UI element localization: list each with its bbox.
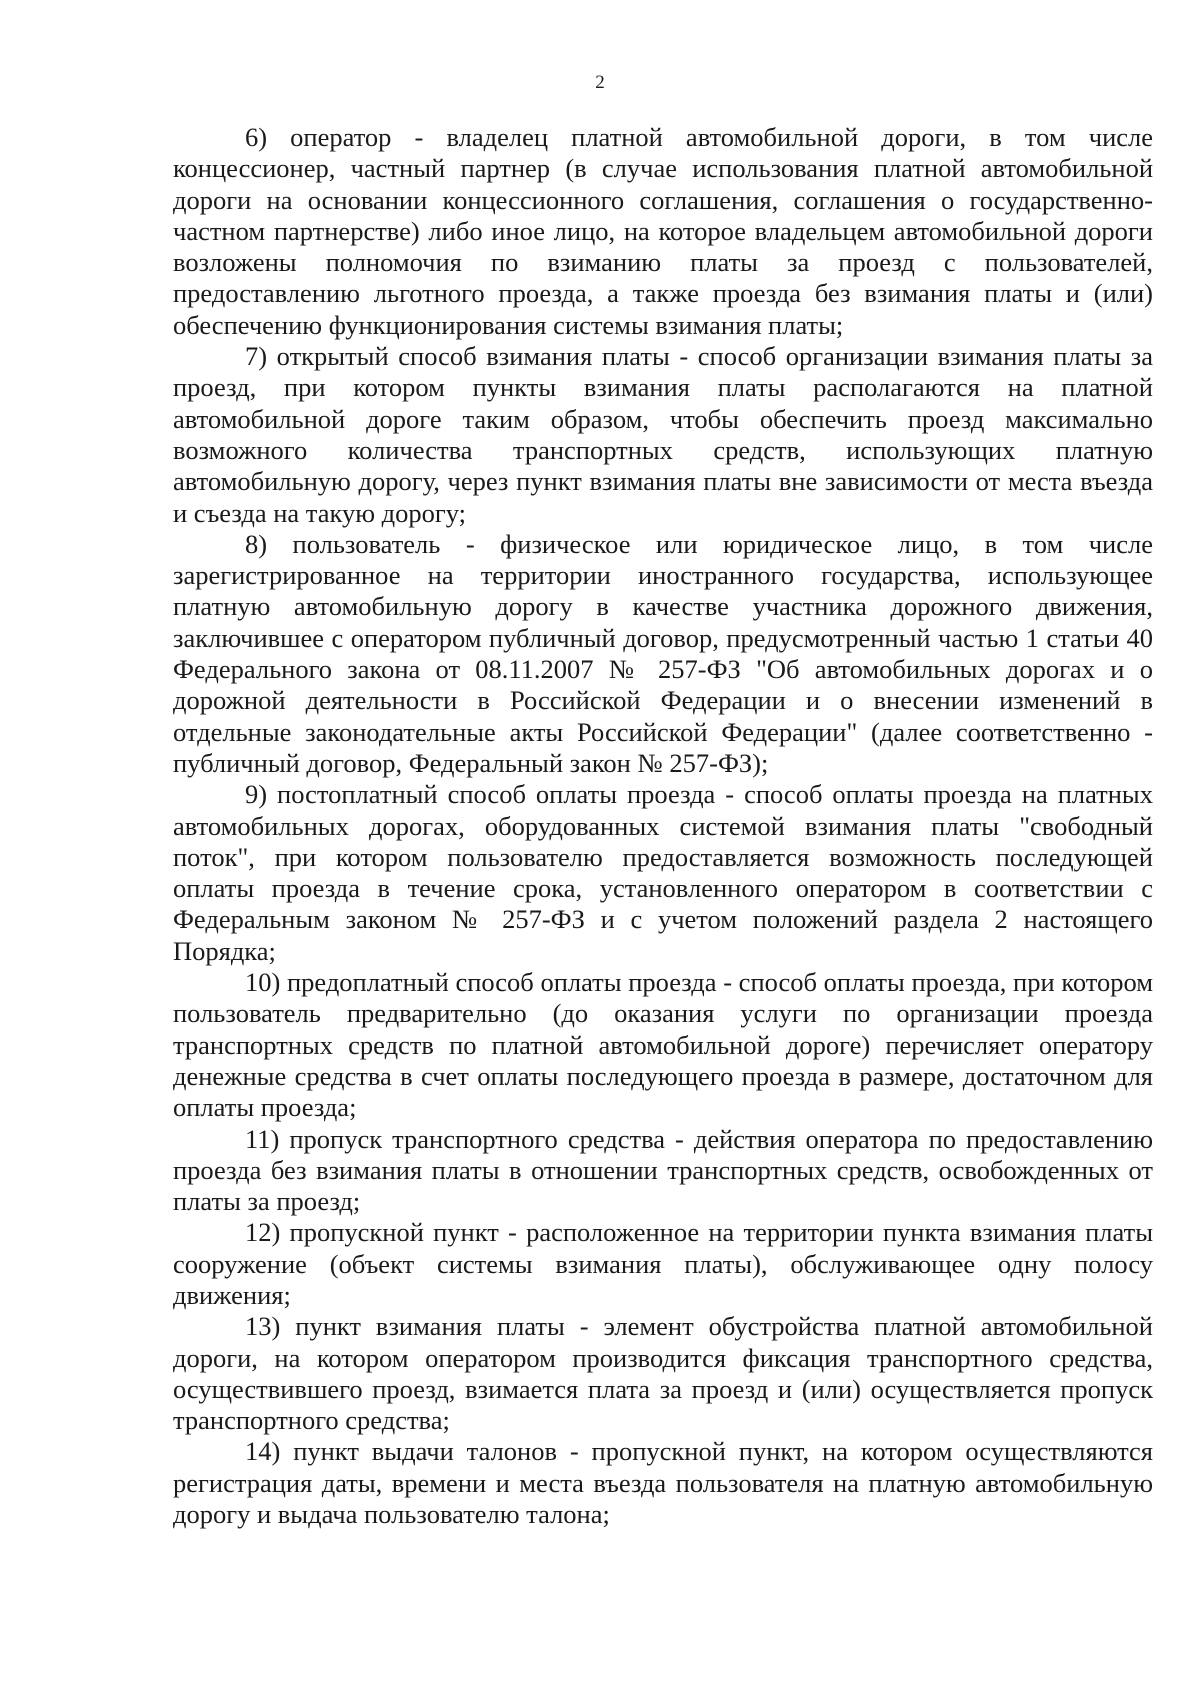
paragraph-item-10: 10) предоплатный способ оплаты проезда - способ оплаты проезда, при котором пользователь предварительно (до оказания услуги по организации проезда транспортных средств по платной автомобильной дороге) перечисляет оператору денежные средства в счет оплаты последующего проезда в размере, достаточном для оплаты проезда; bbox=[173, 967, 1153, 1123]
paragraph-item-7: 7) открытый способ взимания платы - способ организации взимания платы за проезд, при котором пункты взимания платы располагаются на платной автомобильной дороге таким образом, чтобы обеспечить проезд максимально возможного количества транспортных средств, использующих платную автомобильную дорогу, через пункт взимания платы вне зависимости от места въезда и съезда на такую дорогу; bbox=[173, 341, 1153, 528]
document-body bbox=[173, 122, 1153, 1530]
paragraph-item-11: 11) пропуск транспортного средства - действия оператора по предоставлению проезда без взимания платы в отношении транспортных средств, освобожденных от платы за проезд; bbox=[173, 1123, 1153, 1217]
paragraph-item-6: 6) оператор - владелец платной автомобильной дороги, в том числе концессионер, частный партнер (в случае использования платной автомобильной дороги на основании концессионного соглашения, соглашения о государственно-частном партнерстве) либо иное лицо, на которое владельцем автомобильной дороги возложены полномочия по взиманию платы за проезд с пользователей, предоставлению льготного проезда, а также проезда без взимания платы и (или) обеспечению функционирования системы взимания платы; bbox=[173, 122, 1153, 340]
page-number: 2 bbox=[595, 72, 605, 93]
paragraph-item-8: 8) пользователь - физическое или юридическое лицо, в том числе зарегистрированное на территории иностранного государства, использующее платную автомобильную дорогу в качестве участника дорожного движения, заключившее с оператором публичный договор, предусмотренный частью 1 статьи 40 Федерального закона от 08.11.2007 № 257-ФЗ "Об автомобильных дорогах и о дорожной деятельности в Российской Федерации и о внесении изменений в отдельные законодательные акты Российской Федерации" (далее соответственно - публичный договор, Федеральный закон № 257-ФЗ); bbox=[173, 528, 1153, 778]
paragraph-item-14: 14) пункт выдачи талонов - пропускной пункт, на котором осуществляются регистрация даты, времени и места въезда пользователя на платную автомобильную дорогу и выдача пользователю талона; bbox=[173, 1436, 1153, 1530]
paragraph-item-12: 12) пропускной пункт - расположенное на территории пункта взимания платы сооружение (объект системы взимания платы), обслуживающее одну полосу движения; bbox=[173, 1217, 1153, 1310]
paragraph-item-9: 9) постоплатный способ оплаты проезда - способ оплаты проезда на платных автомобильных дорогах, оборудованных системой взимания платы "свободный поток", при котором пользователю предоставляется возможность последующей оплаты проезда в течение срока, установленного оператором в соответствии с Федеральным законом № 257-ФЗ и с учетом положений раздела 2 настоящего Порядка; bbox=[173, 779, 1153, 966]
paragraph-item-13: 13) пункт взимания платы - элемент обустройства платной автомобильной дороги, на котором оператором производится фиксация транспортного средства, осуществившего проезд, взимается плата за проезд и (или) осуществляется пропуск транспортного средства; bbox=[173, 1311, 1153, 1436]
